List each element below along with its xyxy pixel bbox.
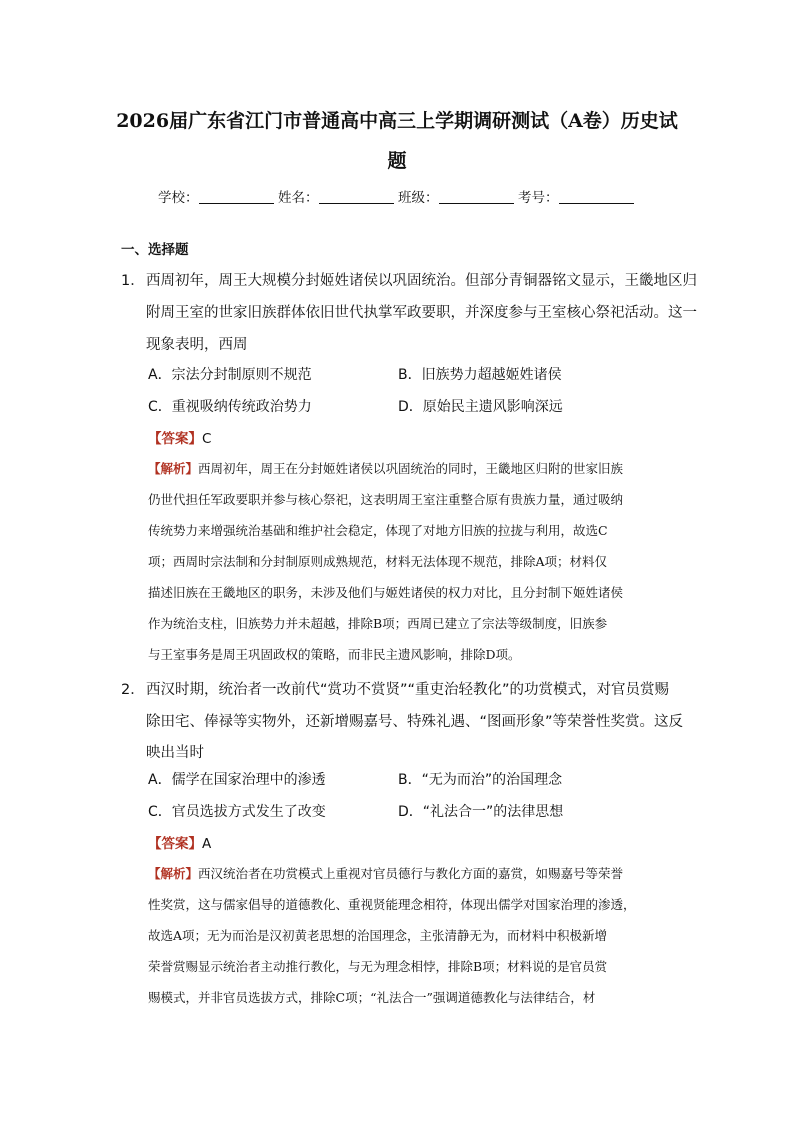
explanation-line: 性奖赏，这与儒家倡导的道德教化、重视贤能理念相符，体现出儒学对国家治理的渗透， <box>148 897 636 912</box>
answer-line <box>148 427 211 447</box>
explanation-line <box>148 459 623 477</box>
class-blank[interactable] <box>439 189 515 204</box>
option-d: D．原始民主遗风影响深远 <box>398 399 563 415</box>
answer-tag: 【答案】 <box>148 431 202 447</box>
student-info-row <box>158 186 638 206</box>
name-label: 姓名： <box>278 190 319 206</box>
explanation-tag: 【解析】 <box>148 461 199 476</box>
explanation-line: 故选A项；无为而治是汉初黄老思想的治国理念，主张清静无为，而材料中积极新增 <box>148 928 608 943</box>
question-text-line: 西周初年，周王大规模分封姬姓诸侯以巩固统治。但部分青铜器铭文显示，王畿地区归 <box>146 273 697 289</box>
explanation-text: 西周初年，周王在分封姬姓诸侯以巩固统治的同时，王畿地区归附的世家旧族 <box>198 461 624 476</box>
question-text-line: 现象表明，西周 <box>146 337 248 353</box>
explanation-tag: 【解析】 <box>148 866 199 881</box>
explanation-line: 与王室事务是周王巩固政权的策略，而非民主遗风影响，排除D项。 <box>148 647 521 662</box>
option-c: C．官员选拔方式发生了改变 <box>148 804 326 820</box>
option-a: A．宗法分封制原则不规范 <box>148 367 312 383</box>
option-b: B．旧族势力超越姬姓诸侯 <box>398 367 562 383</box>
option-a: A．儒学在国家治理中的渗透 <box>148 772 326 788</box>
exam-title-line-2: 题 <box>387 150 407 172</box>
explanation-text: 西汉统治者在功赏模式上重视对官员德行与教化方面的嘉赏，如赐嘉号等荣誉 <box>198 866 624 881</box>
explanation-line <box>148 864 623 882</box>
school-blank[interactable] <box>199 189 275 204</box>
explanation-line: 作为统治支柱，旧族势力并未超越，排除B项；西周已建立了宗法等级制度，旧族参 <box>148 616 608 631</box>
question-text-line: 附周王室的世家旧族群体依旧世代执掌军政要职，并深度参与王室核心祭祀活动。这一 <box>146 305 697 321</box>
option-c: C．重视吸纳传统政治势力 <box>148 399 312 415</box>
explanation-line: 描述旧族在王畿地区的职务，未涉及他们与姬姓诸侯的权力对比，且分封制下姬姓诸侯 <box>148 585 624 600</box>
name-blank[interactable] <box>319 189 395 204</box>
explanation-line: 项；西周时宗法制和分封制原则成熟规范，材料无法体现不规范，排除A项；材料仅 <box>148 554 608 569</box>
class-label: 班级： <box>398 190 439 206</box>
exam-title-line-1: 2026届广东省江门市普通高中高三上学期调研测试（A卷）历史试 <box>116 110 678 132</box>
answer-line <box>148 832 211 852</box>
answer-tag: 【答案】 <box>148 836 202 852</box>
question-number: 2． <box>121 682 145 698</box>
question-text-line: 除田宅、俸禄等实物外，还新增赐嘉号、特殊礼遇、“图画形象”等荣誉性奖赏。这反 <box>146 714 684 730</box>
option-b: B．“无为而治”的治国理念 <box>398 772 563 788</box>
explanation-line: 仍世代担任军政要职并参与核心祭祀，这表明周王室注重整合原有贵族力量，通过吸纳 <box>148 492 624 507</box>
question-text-line: 映出当时 <box>146 745 204 761</box>
section-heading: 一、选择题 <box>121 242 189 258</box>
question-number: 1． <box>121 273 145 289</box>
number-blank[interactable] <box>559 189 635 204</box>
question-text-line: 西汉时期，统治者一改前代“赏功不赏贤”“重吏治轻教化”的功赏模式，对官员赏赐 <box>146 682 670 698</box>
explanation-line: 传统势力来增强统治基础和维护社会稳定，体现了对地方旧族的拉拢与利用，故选C <box>148 523 608 538</box>
number-label: 考号： <box>518 190 559 206</box>
explanation-line: 赐模式，并非官员选拔方式，排除C项；“礼法合一”强调道德教化与法律结合，材 <box>148 990 596 1005</box>
explanation-line: 荣誉赏赐显示统治者主动推行教化，与无为理念相悖，排除B项；材料说的是官员赏 <box>148 959 608 974</box>
answer-value: C <box>202 431 212 447</box>
option-d: D．“礼法合一”的法律思想 <box>398 804 564 820</box>
school-label: 学校： <box>158 190 199 206</box>
answer-value: A <box>202 836 212 852</box>
